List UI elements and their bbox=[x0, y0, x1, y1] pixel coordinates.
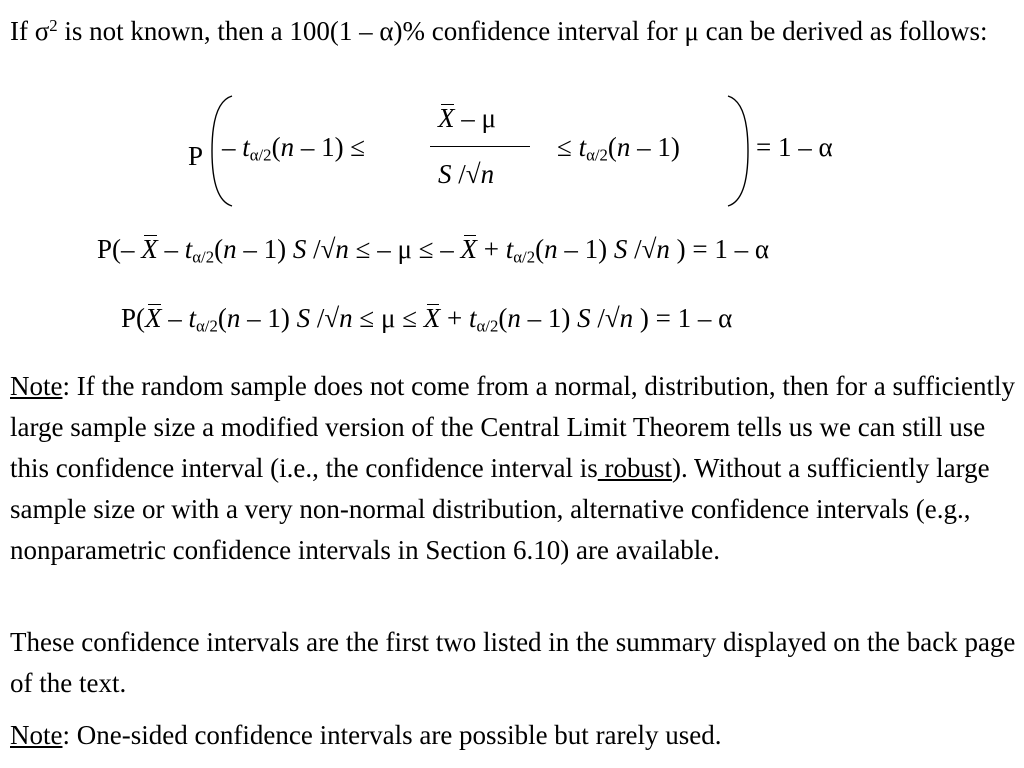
robust-term: robust bbox=[597, 453, 673, 483]
summary-paragraph: These confidence intervals are the first two listed in the summary displayed on the back page of the text. bbox=[10, 627, 1016, 698]
x-bar: X bbox=[141, 234, 158, 264]
eq1-right-hand-side: = 1 – α bbox=[756, 132, 833, 162]
fraction-bar bbox=[430, 146, 530, 147]
note-paragraph-robust: Note: If the random sample does not come from a normal, distribution, then for a sufficiently large sample size a modified version of the Central Limit Theorem tells us we can still use this confidence interval (i.e., the confidence interval is robust). Without a sufficiently large sample size or with a very non-normal distribution, alternative confidence intervals (e.g., nonparametric confidence intervals in Section 6.10) are available. bbox=[10, 371, 1015, 565]
x-bar: X bbox=[438, 103, 455, 133]
note-label: Note bbox=[10, 720, 63, 750]
eq1-lower-bound: – $t_{\alpha/2}(n - 1)$ ≤ bbox=[222, 132, 366, 165]
note-label: Note bbox=[10, 371, 63, 401]
eq1-upper-bound: ≤ $t_{\alpha/2}(n - 1)$ bbox=[557, 132, 680, 165]
squared-superscript: 2 bbox=[49, 16, 58, 35]
eq1-denominator: S /√n bbox=[438, 159, 495, 189]
x-bar: X bbox=[460, 234, 478, 264]
x-bar: X bbox=[423, 303, 441, 333]
eq1-numerator: X – μ bbox=[438, 103, 496, 133]
equation-2: P(– X – $t_{\alpha/2}(n - 1)$ S /√n ≤ – μ ≤ – $X + t_{\alpha/2}(n - 1)$ S /√n ) = 1 – α bbox=[97, 234, 770, 267]
x-bar: X bbox=[145, 303, 162, 333]
right-paren-icon bbox=[724, 94, 750, 208]
eq1-probability-label: P bbox=[188, 141, 204, 171]
sigma-symbol: σ bbox=[34, 16, 50, 47]
equation-3: $P(X - t_{\alpha/2}(n - 1)$ S $/√n \le \mu \le X + t_{\alpha/2}(n - 1)$ S /√n ) = 1 – α bbox=[121, 303, 733, 336]
intro-paragraph: If $\sigma^2$ is not known, then a 100(1 – α)% confidence interval for μ can be derived as follows: bbox=[10, 16, 988, 47]
note-paragraph-one-sided: Note: One-sided confidence intervals are possible but rarely used. bbox=[10, 720, 722, 750]
